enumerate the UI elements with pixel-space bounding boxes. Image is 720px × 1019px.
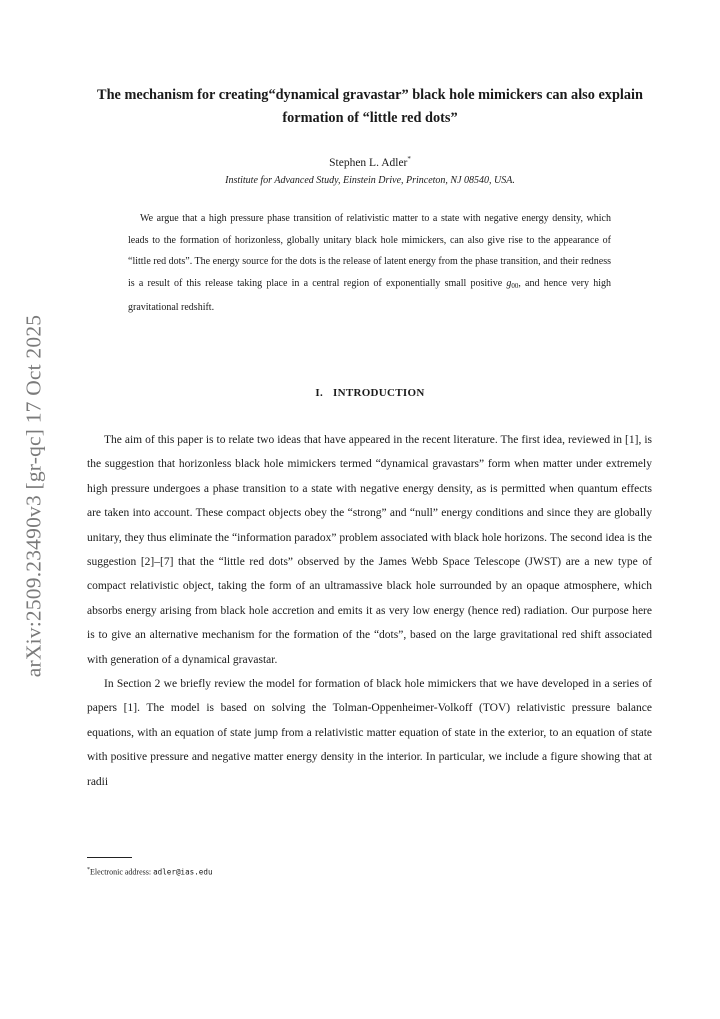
- section-title: INTRODUCTION: [333, 387, 425, 399]
- footnote: [87, 864, 213, 879]
- paragraph: In Section 2 we briefly review the model for formation of black hole mimickers that we have developed in a series of papers [1]. The model is based on solving the Tolman-Oppenheimer-Volkoff (TOV) relativistic pressure balance equations, with an equation of state jump from a relativistic matter equation of state in the exterior, to an equation of state with positive pressure and negative matter energy density in the interior. In particular, we include a figure showing that at radii: [87, 678, 652, 788]
- abstract-text-after: , and hence very high gravitational redshift.: [128, 277, 611, 314]
- footnote-divider: [87, 857, 132, 858]
- author-name: Stephen L. Adler: [329, 156, 408, 169]
- body-text: [87, 428, 652, 794]
- author-footnote-mark[interactable]: *: [407, 155, 411, 163]
- affiliation: Institute for Advanced Study, Einstein Drive, Princeton, NJ 08540, USA.: [225, 175, 515, 186]
- arxiv-identifier-stamp[interactable]: arXiv:2509.23490v3 [gr-qc] 17 Oct 2025: [21, 314, 46, 678]
- footnote-email-link[interactable]: adler@ias.edu: [153, 867, 213, 877]
- footnote-label: Electronic address:: [90, 867, 154, 877]
- section-heading: [88, 387, 652, 399]
- section-number: I.: [315, 387, 323, 399]
- abstract: [128, 208, 611, 319]
- footnote-mark: *: [87, 867, 90, 873]
- abstract-subscript: 00: [511, 281, 519, 290]
- paper-title: The mechanism for creating“dynamical gravastar” black hole mimickers can also explain formation of “little red dots”: [97, 87, 643, 126]
- abstract-symbol: g: [506, 277, 512, 289]
- abstract-text-before: We argue that a high pressure phase transition of relativistic matter to a state with negative energy density, which leads to the formation of horizonless, globally unitary black hole mimickers, can also give rise to the appearance of “little red dots”. The energy source for the dots is the release of latent energy from the phase transition, and their redness is a result of this release taking place in a central region of exponentially small positive: [128, 213, 611, 289]
- author-line: [88, 151, 652, 171]
- paragraph: The aim of this paper is to relate two ideas that have appeared in the recent literature. The first idea, reviewed in [1], is the suggestion that horizonless black hole mimickers termed “dynamical gravastars” form when matter under extremely high pressure undergoes a phase transition to a state with negative energy density, as is permitted when quantum effects are taken into account. These compact objects obey the “strong” and “null” energy conditions and since they are globally unitary, they thus eliminate the “information paradox” problem associated with black hole horizons. The second idea is the suggestion [2]–[7] that the “little red dots” observed by the James Webb Space Telescope (JWST) are a new type of compact relativistic object, taking the form of an ultramassive black hole surrounded by an opaque atmosphere, which absorbs energy arising from black hole accretion and emits it as very low energy (hence red) radiation. Our purpose here is to give an alternative mechanism for the formation of the “dots”, based on the large gravitational red shift associated with generation of a dynamical gravastar.: [87, 434, 652, 666]
